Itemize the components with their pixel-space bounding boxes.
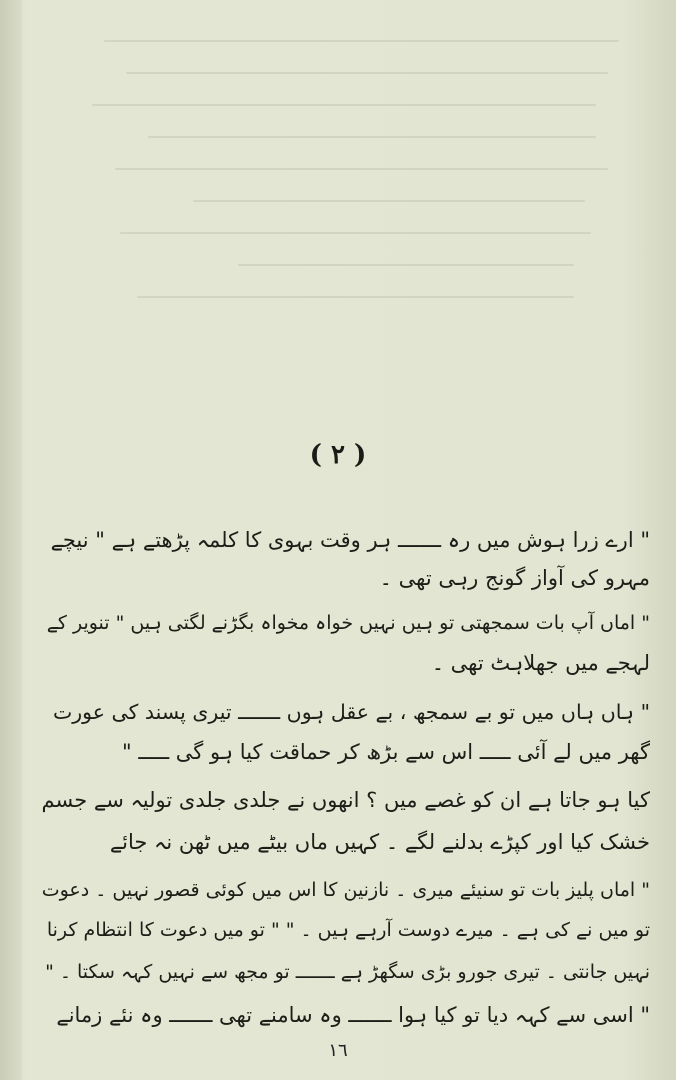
page-gutter <box>0 0 22 1080</box>
text-line: " اماں پلیز بات تو سنیئے میری ۔ نازنین کا اس میں کوئی قصور نہیں ۔ دعوت <box>41 879 650 901</box>
text-line: خشک کیا اور کپڑے بدلنے لگے ۔ کہیں ماں بیٹے میں ٹھن نہ جائے <box>109 830 650 854</box>
chapter-heading: ( ۲ ) <box>309 440 367 470</box>
text-line: مہرو کی آواز گونج رہی تھی ۔ <box>379 566 650 590</box>
text-line: تو میں نے کی ہے ۔ میرے دوست آرہے ہیں ۔ " " تو میں دعوت کا انتظام کرنا <box>46 919 650 941</box>
text-line: گھر میں لے آئی ـــــ اس سے بڑھ کر حماقت کیا ہو گی ـــــ " <box>122 740 650 764</box>
text-line: " ہاں ہاں میں تو بے سمجھ ، بے عقل ہوں ـــــــ تیری پسند کی عورت <box>52 700 650 724</box>
text-line: لہجے میں جھلاہٹ تھی ۔ <box>431 651 650 675</box>
show-through-text <box>70 40 630 370</box>
text-line: " ارے زرا ہوش میں رہ ـــــــ ہر وقت بہوی کا کلمہ پڑھتے ہے " نیچے <box>50 528 650 552</box>
text-line: کیا ہو جاتا ہے ان کو غصے میں ؟ انھوں نے جلدی جلدی تولیہ سے جسم <box>41 788 650 812</box>
text-line: نہیں جانتی ۔ تیری جورو بڑی سگھڑ ہے ـــــــ تو مجھ سے نہیں کہہ سکتا ۔ " <box>45 961 650 983</box>
page-number: ۱٦ <box>328 1040 348 1061</box>
text-line: " اسی سے کہہ دیا تو کیا ہوا ـــــــ وہ سامنے تھی ـــــــ وہ نئے زمانے <box>56 1003 650 1027</box>
text-line: " اماں آپ بات سمجھتی تو ہیں نہیں خواہ مخواہ بگڑنے لگتی ہیں " تنویر کے <box>46 612 650 634</box>
